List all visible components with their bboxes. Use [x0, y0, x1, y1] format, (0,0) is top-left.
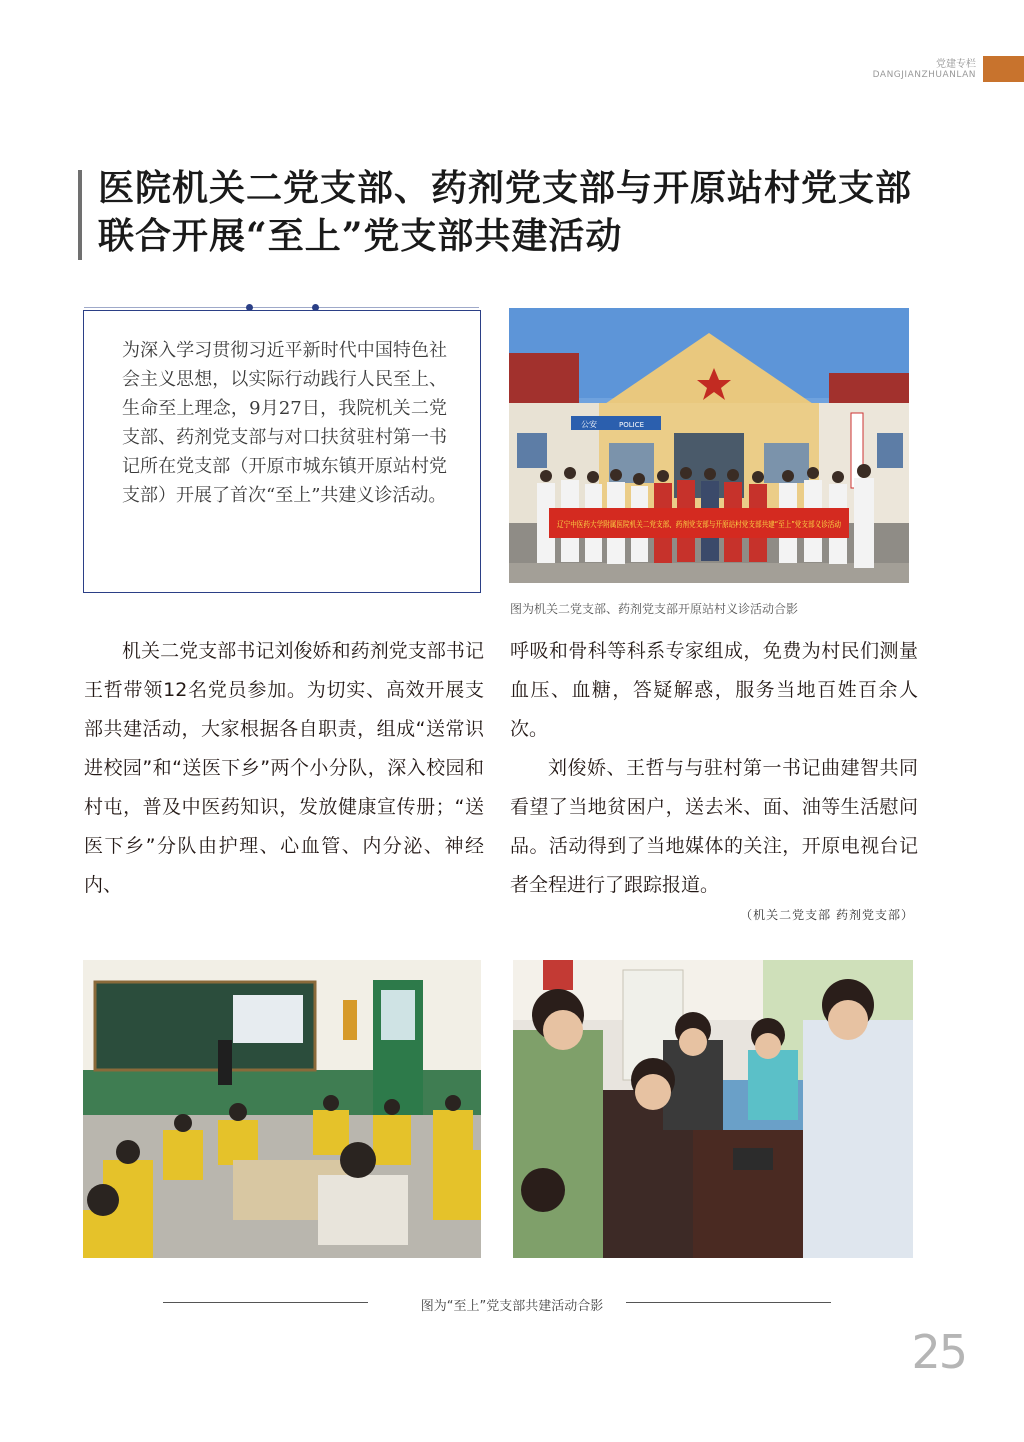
title-line-2: 联合开展“至上”党支部共建活动 [98, 215, 623, 257]
section-label: 党建专栏 [936, 59, 976, 70]
police-sign-cn: 公安 [581, 420, 597, 429]
section-accent-bar [983, 56, 1024, 82]
title-line-1: 医院机关二党支部、药剂党支部与开原站村党支部 [98, 167, 913, 209]
top-photo-caption: 图为机关二党支部、药剂党支部开原站村义诊活动合影 [510, 602, 799, 616]
police-sign-en: POLICE [619, 421, 645, 429]
banner-text: 辽宁中医药大学附属医院机关二党支部、药剂党支部与开原站村党支部共建“至上”党支部义诊活动 [557, 520, 902, 529]
body-paragraph: 刘俊娇、王哲与与驻村第一书记曲建智共同看望了当地贫困户，送去米、面、油等生活慰问品。活动得到了当地媒体的关注，开原电视台记者全程进行了跟踪报道。 [510, 757, 918, 896]
caption-rule-right [626, 1302, 831, 1303]
clinic-photo [513, 960, 913, 1258]
body-column-left: 机关二党支部书记刘俊娇和药剂党支部书记王哲带领12名党员参加。为切实、高效开展支部共建活动，大家根据各自职责，组成“送常识进校园”和“送医下乡”两个小分队，深入校园和村屯，普及中医药知识，发放健康宣传册；“送医下乡”分队由护理、心血管、内分泌、神经内、 [84, 640, 484, 896]
page-number: 25 [911, 1325, 966, 1379]
article-signature: （机关二党支部 药剂党支部） [740, 908, 914, 922]
article-title [98, 164, 988, 260]
body-paragraph: 呼吸和骨科等科系专家组成，免费为村民们测量血压、血糖，答疑解惑，服务当地百姓百余人次。 [510, 640, 918, 740]
intro-deco-line [84, 307, 479, 308]
body-column-right [510, 632, 918, 905]
title-rule [78, 170, 82, 260]
intro-text: 为深入学习贯彻习近平新时代中国特色社会主义思想，以实际行动践行人民至上、生命至上理念，9月27日，我院机关二党支部、药剂党支部与对口扶贫驻村第一书记所在党支部（开原市城东镇开原站村党支部）开展了首次“至上”共建义诊活动。 [122, 340, 447, 506]
bottom-photo-caption: 图为“至上”党支部共建活动合影 [420, 1299, 604, 1314]
classroom-photo [83, 960, 481, 1258]
section-label-pinyin: DANGJIANZHUANLAN [872, 70, 976, 80]
group-photo [509, 308, 909, 583]
